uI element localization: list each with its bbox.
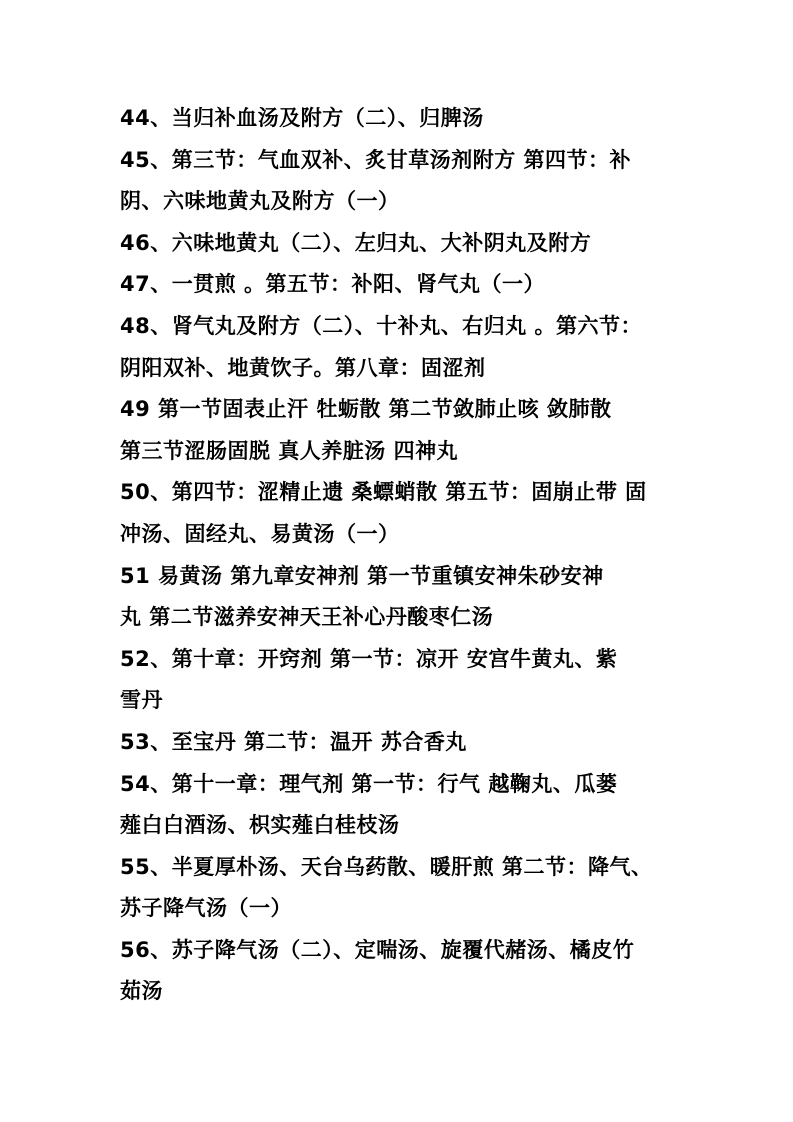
text-line: 阴、六味地黄丸及附方（一） — [120, 189, 400, 214]
text-line: 45、第三节：气血双补、炙甘草汤剂附方 第四节：补 — [120, 147, 632, 172]
text-line: 苏子降气汤（一） — [120, 896, 292, 921]
document-body — [120, 98, 680, 1013]
text-line: 薤白白酒汤、枳实薤白桂枝汤 — [120, 813, 400, 838]
text-line: 阴阳双补、地黄饮子。第八章：固涩剂 — [120, 355, 486, 380]
text-line: 50、第四节：涩精止遗 桑螵蛸散 第五节：固崩止带 固 — [120, 480, 647, 505]
text-line: 茹汤 — [120, 979, 163, 1004]
text-line: 44、当归补血汤及附方（二）、归脾汤 — [120, 106, 484, 130]
text-line: 51 易黄汤 第九章安神剂 第一节重镇安神朱砂安神 — [120, 563, 604, 588]
text-line: 46、六味地黄丸（二）、左归丸、大补阴丸及附方 — [120, 230, 592, 255]
text-line: 雪丹 — [120, 688, 163, 713]
text-line: 52、第十章：开窍剂 第一节：凉开 安宫牛黄丸、紫 — [120, 646, 618, 671]
text-line: 55、半夏厚朴汤、天台乌药散、暖肝煎 第二节：降气、 — [120, 854, 653, 879]
text-line: 48、肾气丸及附方（二）、十补丸、右归丸 。第六节： — [120, 313, 643, 338]
text-line: 47、一贯煎 。第五节：补阳、肾气丸（一） — [120, 272, 546, 297]
text-line: 丸 第二节滋养安神天王补心丹酸枣仁汤 — [120, 605, 494, 630]
text-line: 第三节涩肠固脱 真人养脏汤 四神丸 — [120, 438, 459, 463]
text-line: 49 第一节固表止汗 牡蛎散 第二节敛肺止咳 敛肺散 — [120, 397, 612, 422]
text-line: 53、至宝丹 第二节：温开 苏合香丸 — [120, 729, 467, 754]
text-line: 54、第十一章：理气剂 第一节：行气 越鞠丸、瓜蒌 — [120, 771, 618, 796]
text-line: 56、苏子降气汤（二）、定喘汤、旋覆代赭汤、橘皮竹 — [120, 937, 635, 962]
text-line: 冲汤、固经丸、易黄汤（一） — [120, 521, 400, 546]
